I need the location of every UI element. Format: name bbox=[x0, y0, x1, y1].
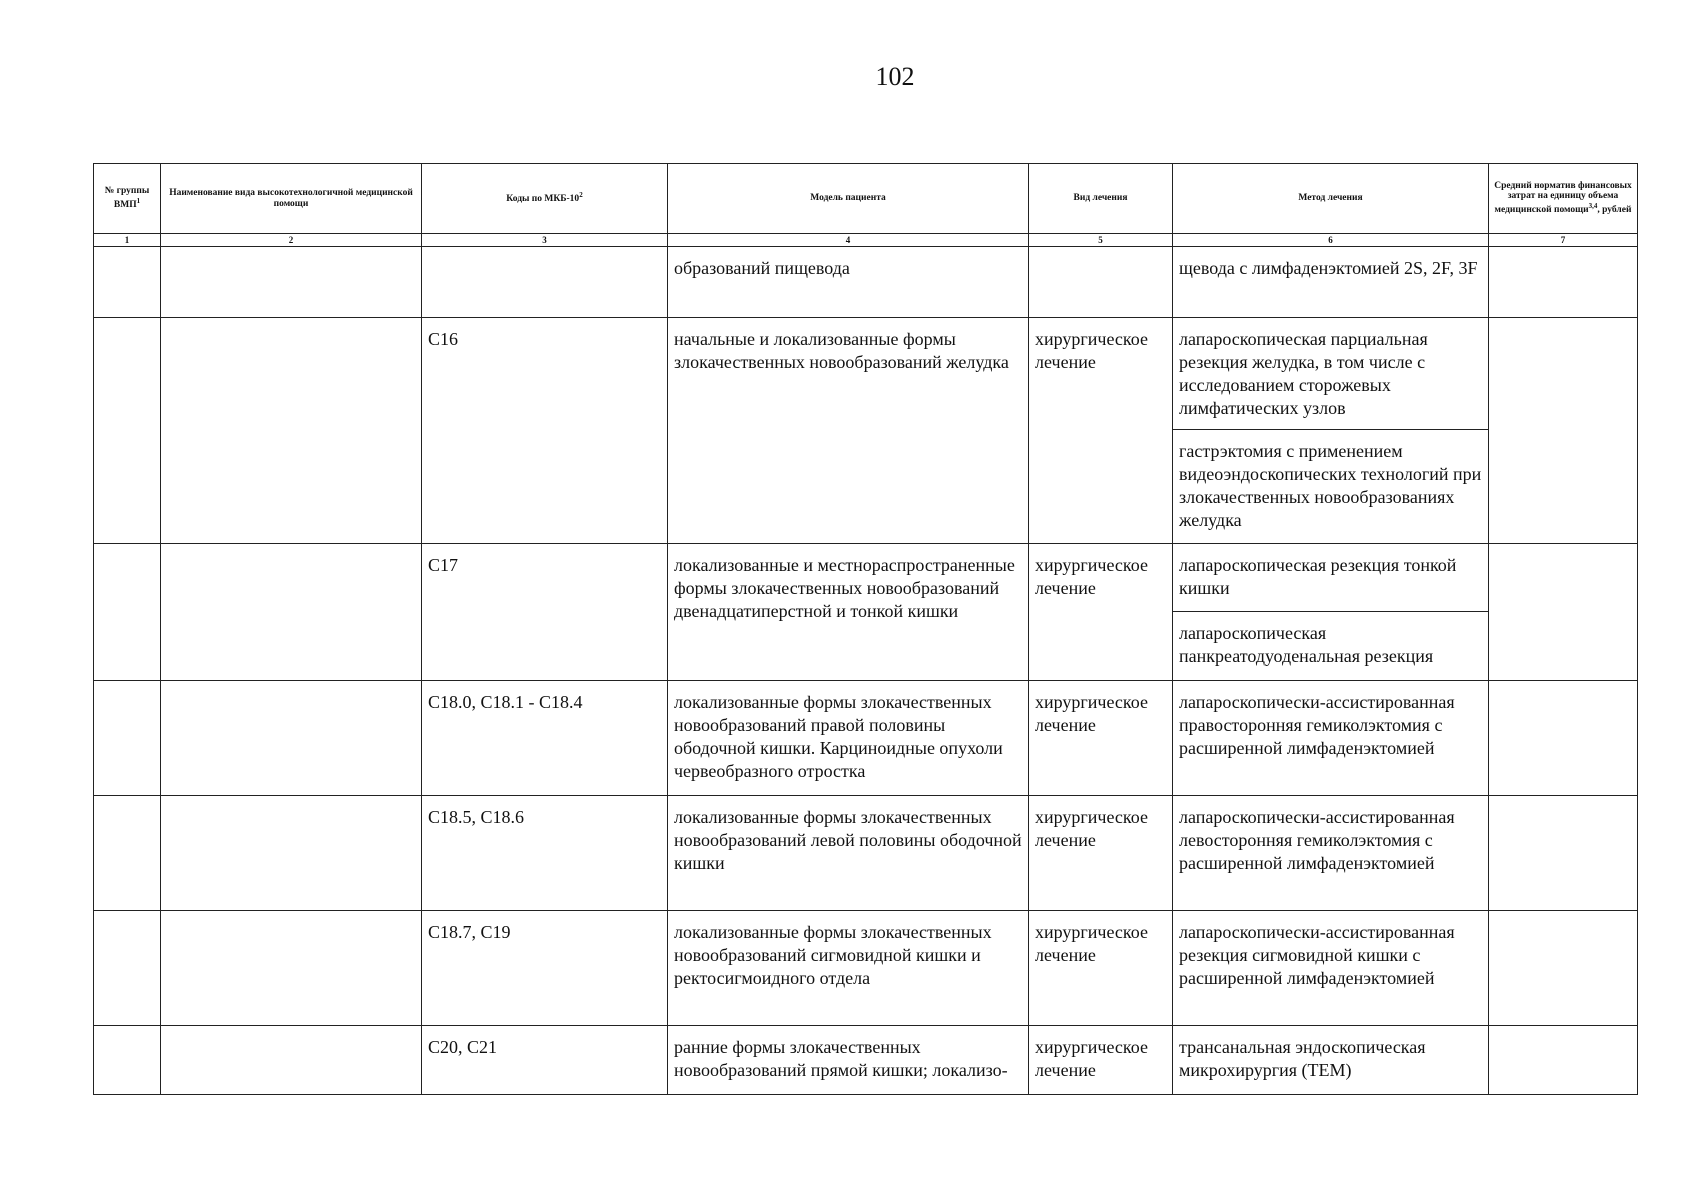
header-care-type: Наименование вида высокотехнологичной медицинской помощи bbox=[161, 164, 422, 234]
cell-care-type bbox=[161, 544, 422, 681]
treatment-table bbox=[93, 163, 1638, 1095]
cell-group-number bbox=[94, 318, 161, 544]
table-row bbox=[94, 796, 1638, 911]
cell-icd-code: C18.7, C19 bbox=[422, 911, 668, 1026]
cell-cost bbox=[1489, 1026, 1638, 1095]
column-number-row bbox=[94, 234, 1638, 247]
cell-patient-model: локализованные формы злокачественных новообразований левой половины ободочной кишки bbox=[668, 796, 1029, 911]
cell-treatment-type bbox=[1029, 247, 1173, 318]
page-number: 102 bbox=[875, 62, 915, 91]
cell-care-type bbox=[161, 796, 422, 911]
column-number: 4 bbox=[668, 234, 1029, 247]
cell-treatment-method: лапароскопически-ассистированная правосторонняя гемиколэктомия с расширенной лимфаденэктомией bbox=[1173, 681, 1489, 796]
cell-treatment-method: лапароскопически-ассистированная резекция сигмовидной кишки с расширенной лимфаденэктомией bbox=[1173, 911, 1489, 1026]
cell-treatment-methods bbox=[1173, 318, 1489, 544]
header-icd-codes: Коды по МКБ-$10^2$ bbox=[422, 164, 668, 234]
cell-treatment-type: хирургическое лечение bbox=[1029, 911, 1173, 1026]
cell-group-number bbox=[94, 796, 161, 911]
table-row bbox=[94, 1026, 1638, 1095]
cell-treatment-method: лапароскопически-ассистированная левосторонняя гемиколэктомия с расширенной лимфаденэктомией bbox=[1173, 796, 1489, 911]
cell-cost bbox=[1489, 247, 1638, 318]
cell-patient-model: образований пищевода bbox=[668, 247, 1029, 318]
cell-patient-model: локализованные и местнораспространенные формы злокачественных новообразований двенадцатиперстной и тонкой кишки bbox=[668, 544, 1029, 681]
header-row bbox=[94, 164, 1638, 234]
cell-cost bbox=[1489, 318, 1638, 544]
column-number: 2 bbox=[161, 234, 422, 247]
treatment-method: лапароскопическая резекция тонкой кишки bbox=[1179, 555, 1457, 598]
cell-patient-model: локализованные формы злокачественных новообразований сигмовидной кишки и ректосигмоидного отдела bbox=[668, 911, 1029, 1026]
cell-cost bbox=[1489, 681, 1638, 796]
header-cost-standard: Средний норматив финансовых затрат на единицу объема медицинской помощи$^{3,4}$, рублей bbox=[1489, 164, 1638, 234]
cell-care-type bbox=[161, 318, 422, 544]
cell-treatment-type: хирургическое лечение bbox=[1029, 796, 1173, 911]
cell-care-type bbox=[161, 681, 422, 796]
header-patient-model: Модель пациента bbox=[668, 164, 1029, 234]
header-treatment-type: Вид лечения bbox=[1029, 164, 1173, 234]
cell-icd-code: C20, C21 bbox=[422, 1026, 668, 1095]
cell-group-number bbox=[94, 681, 161, 796]
cell-treatment-type: хирургическое лечение bbox=[1029, 1026, 1173, 1095]
cell-care-type bbox=[161, 911, 422, 1026]
cell-treatment-methods bbox=[1173, 544, 1489, 681]
cell-patient-model: начальные и локализованные формы злокачественных новообразований желудка bbox=[668, 318, 1029, 544]
column-number: 6 bbox=[1173, 234, 1489, 247]
cell-group-number bbox=[94, 1026, 161, 1095]
cell-icd-code: C17 bbox=[422, 544, 668, 681]
cell-treatment-type: хирургическое лечение bbox=[1029, 318, 1173, 544]
treatment-method: лапароскопическая панкреатодуоденальная резекция bbox=[1173, 611, 1488, 674]
table-row bbox=[94, 544, 1638, 681]
cell-treatment-type: хирургическое лечение bbox=[1029, 544, 1173, 681]
cell-icd-code: C18.5, C18.6 bbox=[422, 796, 668, 911]
cell-treatment-type: хирургическое лечение bbox=[1029, 681, 1173, 796]
cell-icd-code: C18.0, C18.1 - C18.4 bbox=[422, 681, 668, 796]
column-number: 7 bbox=[1489, 234, 1638, 247]
header-treatment-method: Метод лечения bbox=[1173, 164, 1489, 234]
table-row bbox=[94, 911, 1638, 1026]
cell-care-type bbox=[161, 247, 422, 318]
cell-cost bbox=[1489, 911, 1638, 1026]
cell-cost bbox=[1489, 796, 1638, 911]
cell-icd-code bbox=[422, 247, 668, 318]
treatment-method: лапароскопическая парциальная резекция желудка, в том числе с исследованием сторожевых лимфатических узлов bbox=[1179, 329, 1428, 418]
table-row bbox=[94, 681, 1638, 796]
cell-icd-code: C16 bbox=[422, 318, 668, 544]
cell-treatment-method: трансанальная эндоскопическая микрохирургия (ТЕМ) bbox=[1173, 1026, 1489, 1095]
column-number: 1 bbox=[94, 234, 161, 247]
cell-care-type bbox=[161, 1026, 422, 1095]
cell-group-number bbox=[94, 911, 161, 1026]
cell-cost bbox=[1489, 544, 1638, 681]
column-number: 5 bbox=[1029, 234, 1173, 247]
column-number: 3 bbox=[422, 234, 668, 247]
cell-group-number bbox=[94, 544, 161, 681]
cell-patient-model: ранние формы злокачественных новообразований прямой кишки; локализо- bbox=[668, 1026, 1029, 1095]
header-group-number: № группы ВМП$^1$ bbox=[94, 164, 161, 234]
cell-patient-model: локализованные формы злокачественных новообразований правой половины ободочной кишки. Карциноидные опухоли червеобразного отростка bbox=[668, 681, 1029, 796]
cell-group-number bbox=[94, 247, 161, 318]
cell-treatment-method: щевода с лимфаденэктомией 2S, 2F, 3F bbox=[1173, 247, 1489, 318]
table-row bbox=[94, 318, 1638, 544]
treatment-method: гастрэктомия с применением видеоэндоскопических технологий при злокачественных новообразованиях желудка bbox=[1173, 429, 1488, 538]
table-row bbox=[94, 247, 1638, 318]
